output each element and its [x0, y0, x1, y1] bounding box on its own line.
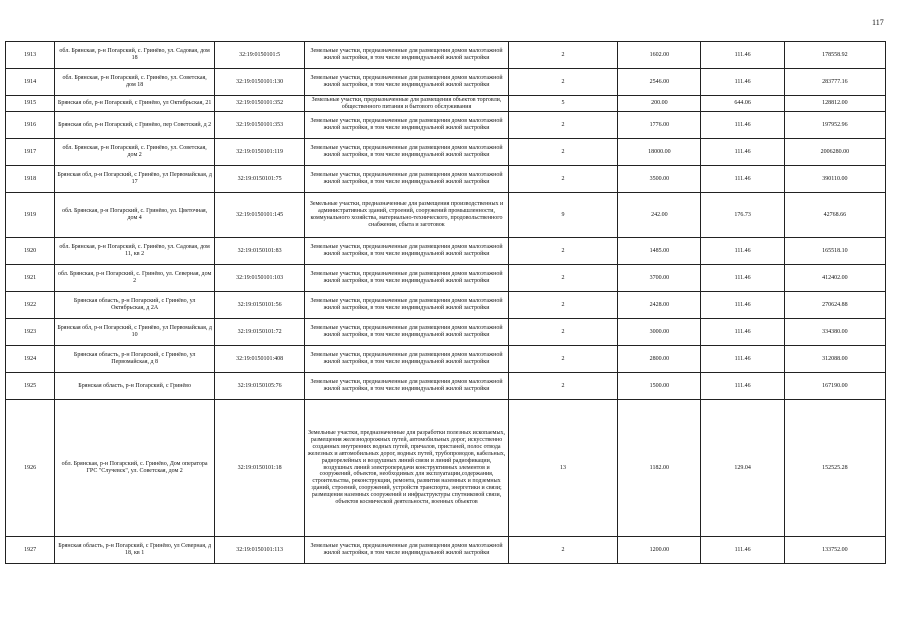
address-cell: Брянская область, р-н Погарский, с Гринёво, ул Северная, д 18, кв 1 [55, 537, 215, 564]
address-cell: Брянская обл, р-н Погарский, с Гринёво, ул Октябрьская, 21 [55, 96, 215, 112]
land-purpose-cell: Земельные участки, предназначенные для размещения домов малоэтажной жилой застройки, в том числе индивидуальной жилой застройки [305, 292, 509, 319]
land-purpose-cell: Земельные участки, предназначенные для размещения домов малоэтажной жилой застройки, в том числе индивидуальной жилой застройки [305, 346, 509, 373]
row-number: 1924 [6, 346, 55, 373]
address-cell: Брянская обл, р-н Погарский, с Гринёво, ул Первомайская, д 17 [55, 166, 215, 193]
land-purpose-cell: Земельные участки, предназначенные для размещения домов малоэтажной жилой застройки, в том числе индивидуальной жилой застройки [305, 319, 509, 346]
land-purpose-cell: Земельные участки, предназначенные для размещения домов малоэтажной жилой застройки, в том числе индивидуальной жилой застройки [305, 69, 509, 96]
address-cell: Брянская обл, р-н Погарский, с Гринёво, пер Советский, д 2 [55, 112, 215, 139]
land-purpose-cell: Земельные участки, предназначенные для размещения домов малоэтажной жилой застройки, в том числе индивидуальной жилой застройки [305, 42, 509, 69]
specific-value-cell: 111.46 [701, 319, 784, 346]
address-cell: обл. Брянская, р-н Погарский, с. Гринёво, ул. Садовая, дом 11, кв 2 [55, 238, 215, 265]
area-cell: 1500.00 [618, 373, 701, 400]
specific-value-cell: 111.46 [701, 292, 784, 319]
row-number: 1915 [6, 96, 55, 112]
cadastral-number-cell: 32:19:0150101:56 [215, 292, 305, 319]
row-number: 1914 [6, 69, 55, 96]
group-number-cell: 2 [508, 42, 617, 69]
area-cell: 242.00 [618, 193, 701, 238]
specific-value-cell: 111.46 [701, 112, 784, 139]
specific-value-cell: 111.46 [701, 139, 784, 166]
group-number-cell: 2 [508, 139, 617, 166]
land-purpose-cell: Земельные участки, предназначенные для размещения производственных и административных зданий, строений, сооружений промышленности, коммунального хозяйства, материально-технического, продовольственного снабжения, сбыта и заготовок [305, 193, 509, 238]
area-cell: 3500.00 [618, 166, 701, 193]
land-purpose-cell: Земельные участки, предназначенные для размещения домов малоэтажной жилой застройки, в том числе индивидуальной жилой застройки [305, 537, 509, 564]
table-row [6, 193, 886, 238]
cadastral-value-cell: 334380.00 [784, 319, 885, 346]
cadastral-value-cell: 283777.16 [784, 69, 885, 96]
cadastral-value-cell: 312088.00 [784, 346, 885, 373]
area-cell: 200.00 [618, 96, 701, 112]
cadastral-value-cell: 128812.00 [784, 96, 885, 112]
cadastral-number-cell: 32:19:0150101:83 [215, 238, 305, 265]
table-row [6, 265, 886, 292]
group-number-cell: 2 [508, 373, 617, 400]
address-cell: обл. Брянская, р-н Погарский, с. Гринёво, ул. Советская, дом 2 [55, 139, 215, 166]
address-cell: Брянская область, р-н Погарский, с Гринёво, ул Октябрьская, д 2А [55, 292, 215, 319]
area-cell: 18000.00 [618, 139, 701, 166]
table-row [6, 319, 886, 346]
area-cell: 2800.00 [618, 346, 701, 373]
cadastral-number-cell: 32:19:0150101:113 [215, 537, 305, 564]
address-cell: Брянская обл, р-н Погарский, с Гринёво, ул Первомайская, д 10 [55, 319, 215, 346]
table-row [6, 166, 886, 193]
cadastral-value-cell: 165518.10 [784, 238, 885, 265]
row-number: 1921 [6, 265, 55, 292]
group-number-cell: 2 [508, 319, 617, 346]
row-number: 1922 [6, 292, 55, 319]
area-cell: 1485.00 [618, 238, 701, 265]
land-purpose-cell: Земельные участки, предназначенные для размещения домов малоэтажной жилой застройки, в том числе индивидуальной жилой застройки [305, 265, 509, 292]
address-cell: обл. Брянская, р-н Погарский, с. Гринёво, Дом оператора ГРС "Случевск", ул. Советская, дом 2 [55, 400, 215, 537]
specific-value-cell: 176.73 [701, 193, 784, 238]
table-row [6, 96, 886, 112]
table-row [6, 112, 886, 139]
cadastral-value-cell: 197952.96 [784, 112, 885, 139]
cadastral-number-cell: 32:19:0150101:18 [215, 400, 305, 537]
land-purpose-cell: Земельные участки, предназначенные для размещения домов малоэтажной жилой застройки, в том числе индивидуальной жилой застройки [305, 166, 509, 193]
row-number: 1926 [6, 400, 55, 537]
area-cell: 1776.00 [618, 112, 701, 139]
specific-value-cell: 111.46 [701, 346, 784, 373]
row-number: 1917 [6, 139, 55, 166]
group-number-cell: 5 [508, 96, 617, 112]
row-number: 1919 [6, 193, 55, 238]
row-number: 1918 [6, 166, 55, 193]
cadastral-value-cell: 390110.00 [784, 166, 885, 193]
table-row [6, 346, 886, 373]
specific-value-cell: 111.46 [701, 265, 784, 292]
cadastral-value-cell: 167190.00 [784, 373, 885, 400]
address-cell: Брянская область, р-н Погарский, с Гринёво, ул Первомайская, д 8 [55, 346, 215, 373]
row-number: 1923 [6, 319, 55, 346]
specific-value-cell: 111.46 [701, 42, 784, 69]
group-number-cell: 2 [508, 346, 617, 373]
table-row [6, 139, 886, 166]
table-row [6, 400, 886, 537]
land-purpose-cell: Земельные участки, предназначенные для размещения домов малоэтажной жилой застройки, в том числе индивидуальной жилой застройки [305, 238, 509, 265]
area-cell: 1182.00 [618, 400, 701, 537]
specific-value-cell: 111.46 [701, 238, 784, 265]
group-number-cell: 9 [508, 193, 617, 238]
row-number: 1920 [6, 238, 55, 265]
table-row [6, 69, 886, 96]
page-number: 117 [872, 18, 884, 27]
land-purpose-cell: Земельные участки, предназначенные для размещения домов малоэтажной жилой застройки, в том числе индивидуальной жилой застройки [305, 139, 509, 166]
cadastral-value-cell: 133752.00 [784, 537, 885, 564]
cadastral-value-cell: 178558.92 [784, 42, 885, 69]
cadastral-number-cell: 32:19:0150101:103 [215, 265, 305, 292]
cadastral-value-cell: 152525.28 [784, 400, 885, 537]
area-cell: 1602.00 [618, 42, 701, 69]
cadastral-number-cell: 32:19:0150101:75 [215, 166, 305, 193]
group-number-cell: 2 [508, 166, 617, 193]
address-cell: обл. Брянская, р-н Погарский, с. Гринёво, ул. Цветочная, дом 4 [55, 193, 215, 238]
cadastral-value-cell: 412402.00 [784, 265, 885, 292]
specific-value-cell: 111.46 [701, 373, 784, 400]
address-cell: обл. Брянская, р-н Погарский, с. Гринёво, ул. Северная, дом 2 [55, 265, 215, 292]
area-cell: 2546.00 [618, 69, 701, 96]
land-purpose-cell: Земельные участки, предназначенные для размещения домов малоэтажной жилой застройки, в том числе индивидуальной жилой застройки [305, 112, 509, 139]
address-cell: обл. Брянская, р-н Погарский, с. Гринёво, ул. Советская, дом 18 [55, 69, 215, 96]
cadastral-number-cell: 32:19:0150101:119 [215, 139, 305, 166]
land-purpose-cell: Земельные участки, предназначенные для разработки полезных ископаемых, размещения железнодорожных путей, автомобильных дорог, искусственно созданных внутренних водных путей, причалов, пристаней, полос отвода железных и автомобильных дорог, водных путей, трубопроводов, кабельных, радиорелейных и воздушных линий связи и линий радиофикации, воздушных линий электропередачи конструктивных элементов и сооружений, объектов, необходимых для эксплуатации,содержания, строительства, реконструкции, ремонта, развития наземных и подземных зданий, строений, сооружений, устройств транспорта, энергетики и связи; размещения наземных сооружений и инфраструктуры спутниковой связи, объектов космической деятельности, военных объектов [305, 400, 509, 537]
table-row [6, 373, 886, 400]
land-purpose-cell: Земельные участки, предназначенные для размещения домов малоэтажной жилой застройки, в том числе индивидуальной жилой застройки [305, 373, 509, 400]
row-number: 1913 [6, 42, 55, 69]
cadastral-value-cell: 2006280.00 [784, 139, 885, 166]
cadastral-value-cell: 270624.88 [784, 292, 885, 319]
cadastral-number-cell: 32:19:0150101:352 [215, 96, 305, 112]
cadastral-value-table [5, 41, 886, 564]
group-number-cell: 2 [508, 537, 617, 564]
row-number: 1927 [6, 537, 55, 564]
area-cell: 2428.00 [618, 292, 701, 319]
cadastral-number-cell: 32:19:0150105:76 [215, 373, 305, 400]
table-row [6, 42, 886, 69]
group-number-cell: 2 [508, 112, 617, 139]
cadastral-number-cell: 32:19:0150101:353 [215, 112, 305, 139]
land-purpose-cell: Земельные участки, предназначенные для размещения объектов торговли, общественного питания и бытового обслуживания [305, 96, 509, 112]
group-number-cell: 2 [508, 69, 617, 96]
cadastral-number-cell: 32:19:0150101:130 [215, 69, 305, 96]
specific-value-cell: 111.46 [701, 166, 784, 193]
area-cell: 1200.00 [618, 537, 701, 564]
specific-value-cell: 129.04 [701, 400, 784, 537]
address-cell: обл. Брянская, р-н Погарский, с. Гринёво, ул. Садовая, дом 18 [55, 42, 215, 69]
group-number-cell: 13 [508, 400, 617, 537]
specific-value-cell: 644.06 [701, 96, 784, 112]
cadastral-number-cell: 32:19:0150101:145 [215, 193, 305, 238]
table-row [6, 238, 886, 265]
cadastral-value-cell: 42768.66 [784, 193, 885, 238]
area-cell: 3000.00 [618, 319, 701, 346]
row-number: 1916 [6, 112, 55, 139]
address-cell: Брянская область, р-н Погарский, с Гринёво [55, 373, 215, 400]
group-number-cell: 2 [508, 265, 617, 292]
cadastral-number-cell: 32:19:0150101:408 [215, 346, 305, 373]
table-row [6, 537, 886, 564]
group-number-cell: 2 [508, 292, 617, 319]
area-cell: 3700.00 [618, 265, 701, 292]
row-number: 1925 [6, 373, 55, 400]
cadastral-number-cell: 32:19:0150101:72 [215, 319, 305, 346]
group-number-cell: 2 [508, 238, 617, 265]
table-row [6, 292, 886, 319]
cadastral-number-cell: 32:19:0150101:5 [215, 42, 305, 69]
specific-value-cell: 111.46 [701, 537, 784, 564]
specific-value-cell: 111.46 [701, 69, 784, 96]
